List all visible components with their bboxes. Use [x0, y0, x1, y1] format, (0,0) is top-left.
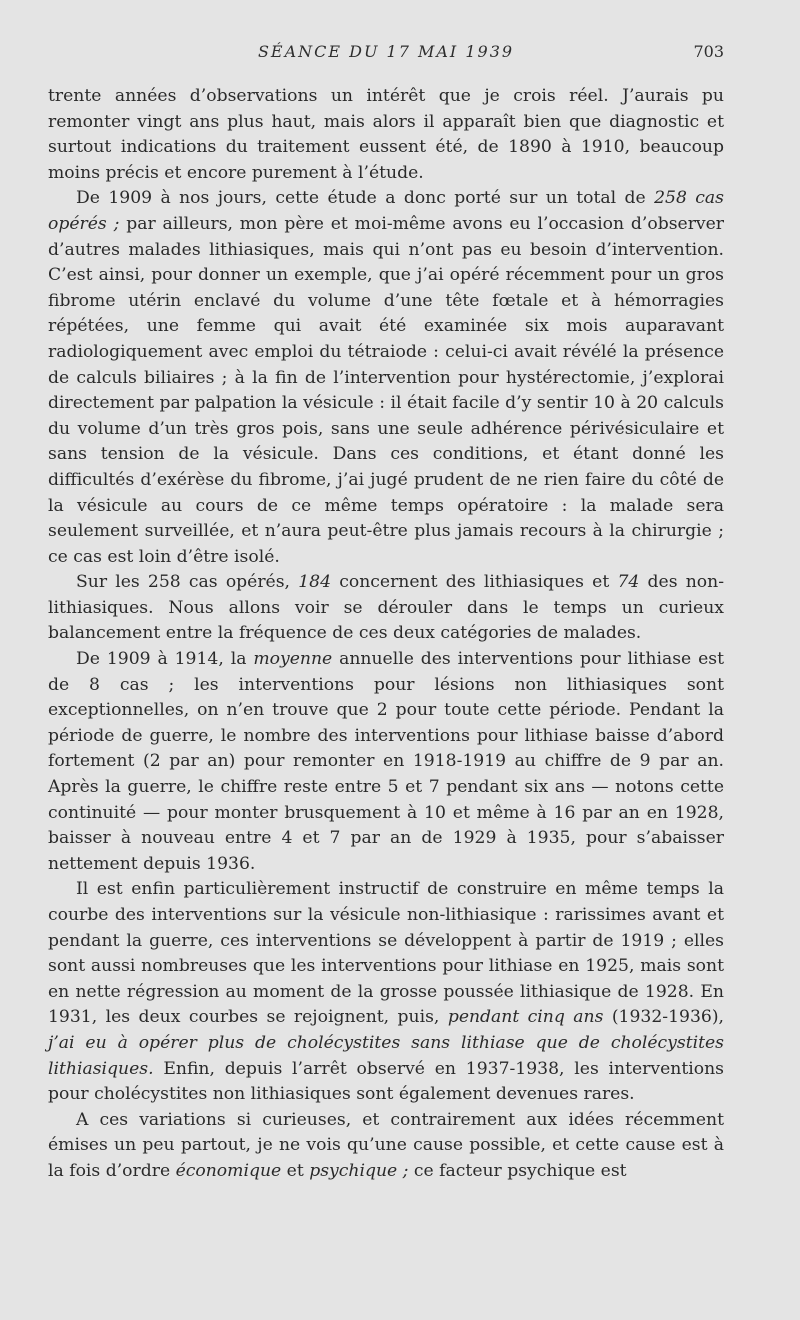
text-run: (1932-1936),	[603, 1007, 724, 1028]
emphasis-text: 184	[298, 572, 332, 593]
emphasis-text: psychique ;	[309, 1160, 409, 1181]
paragraph-1	[48, 84, 724, 186]
text-run: par ailleurs, mon père et moi-même avons eu l’occasion d’observer d’autres malades lithiasiques, mais qui n’ont pas eu besoin d’intervention. C’est ainsi, pour donner un exemple, que j’ai opéré récemment pour un gros fibrome utérin enclavé du volume d’une tête fœtale et à hémorragies répétées, une femme qui avait été examinée six mois auparavant radiologiquement avec emploi du tétraiode : celui-ci avait révélé la présence de calculs biliaires ; à la fin de l’intervention pour hystérectomie, j’explorai directement par palpation la vésicule : il était facile d’y sentir 10 à 20 calculs du volume d’un très gros pois, sans une seule adhérence périvésiculaire et sans tension de la vésicule. Dans ces conditions, et étant donné les difficultés d’exérèse du fibrome, j’ai jugé prudent de ne rien faire du côté de la vésicule au cours de ce même temps opératoire : la malade sera seulement surveillée, et n’aura peut-être plus jamais recours à la chirurgie ; ce cas est loin d’être isolé.	[48, 213, 725, 567]
text-run: Sur les 258 cas opérés,	[76, 572, 299, 593]
paragraph-6	[48, 1108, 724, 1185]
emphasis-text: j’ai eu à opérer plus de cholécystites sans lithiase que de cholécystites lithiasiques.	[48, 1032, 724, 1079]
emphasis-text: pendant cinq ans	[447, 1007, 604, 1028]
emphasis-text: moyenne	[253, 649, 333, 670]
text-run: Enfin, depuis l’arrêt observé en 1937-1938, les interventions pour cholécystites non lithiasiques sont également devenues rares.	[48, 1058, 724, 1105]
text-run: concernent des lithiasiques et	[331, 572, 618, 593]
paragraph-5	[48, 877, 724, 1107]
running-title: SÉANCE DU 17 MAI 1939	[257, 42, 515, 61]
text-run: annuelle des interventions pour lithiase est de 8 cas ; les interventions pour lésions non lithiasiques sont exceptionnelles, on n’en trouve que 2 pour toute cette période. Pendant la période de guerre, le nombre des interventions pour lithiase baisse d’abord fortement (2 par an) pour remonter en 1918-1919 au chiffre de 9 par an. Après la guerre, le chiffre reste entre 5 et 7 pendant six ans — notons cette continuité — pour monter brusquement à 10 et même à 16 par an en 1928, baisser à nouveau entre 4 et 7 par an de 1929 à 1935, pour s’abaisser nettement depuis 1936.	[48, 649, 724, 874]
running-head	[48, 42, 724, 66]
paragraph-3	[48, 570, 724, 647]
paragraph-2	[48, 186, 724, 570]
text-run: De 1909 à nos jours, cette étude a donc porté sur un total de	[76, 188, 655, 209]
body-text	[48, 84, 724, 1185]
emphasis-text: économique	[175, 1160, 282, 1181]
text-run: trente années d’observations un intérêt que je crois réel. J’aurais pu remonter vingt ans plus haut, mais alors il apparaît bien que diagnostic et surtout indications du traitement eussent été, de 1890 à 1910, beaucoup moins précis et encore purement à l’étude.	[48, 86, 724, 183]
emphasis-text: 74	[617, 572, 640, 593]
page-number: 703	[693, 42, 724, 61]
text-run: Il est enfin particulièrement instructif de construire en même temps la courbe des interventions sur la vésicule non-lithiasique : rarissimes avant et pendant la guerre, ces interventions se développent à partir de 1919 ; elles sont aussi nombreuses que les interventions pour lithiase en 1925, mais sont en nette régression au moment de la grosse poussée lithiasique de 1928. En 1931, les deux courbes se rejoignent, puis,	[48, 879, 724, 1028]
text-run: A ces variations si curieuses, et contrairement aux idées récemment émises un peu partout, je ne vois qu’une cause possible, et cette cause est à la fois d’ordre	[48, 1109, 724, 1181]
paragraph-4	[48, 647, 724, 877]
text-run: des non-lithiasiques. Nous allons voir se dérouler dans le temps un curieux balancement entre la fréquence de ces deux catégories de malades.	[48, 572, 725, 644]
text-run: ce facteur psychique est	[408, 1160, 627, 1181]
text-run: De 1909 à 1914, la	[76, 649, 254, 670]
text-run: et	[281, 1160, 310, 1181]
emphasis-text: 258 cas opérés ;	[48, 188, 725, 234]
